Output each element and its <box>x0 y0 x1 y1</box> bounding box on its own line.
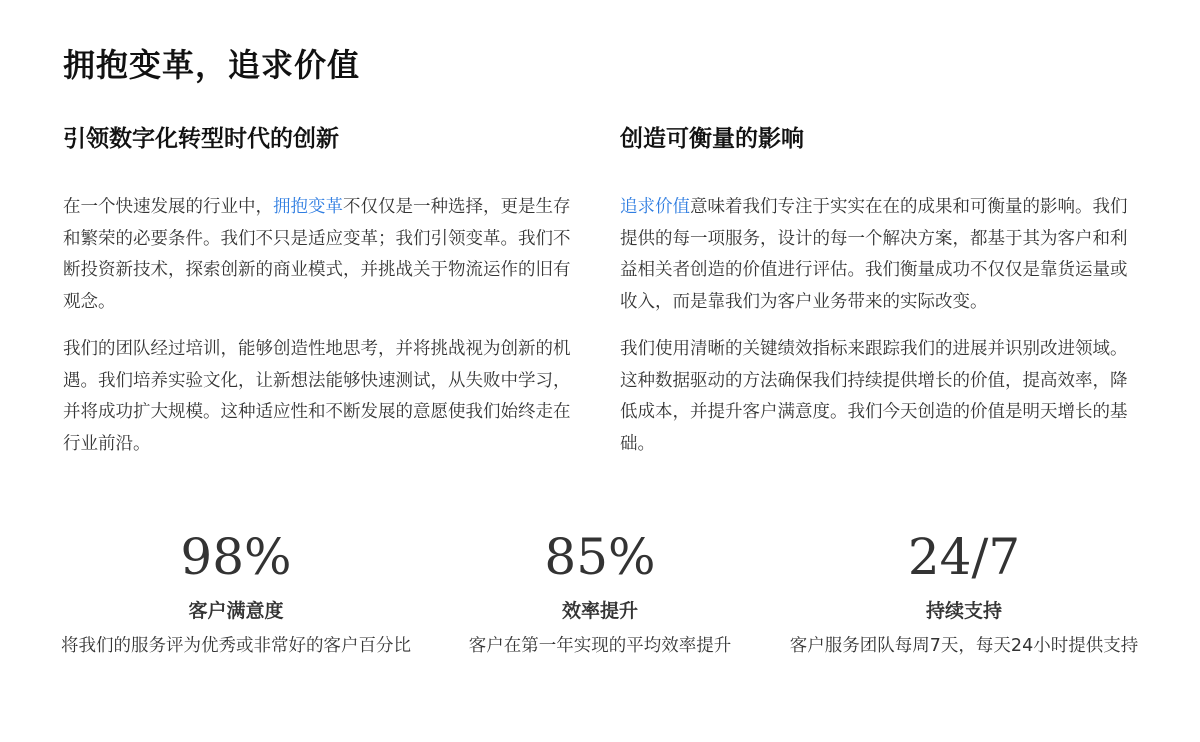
paragraph-text: 在一个快速发展的行业中， <box>63 197 273 217</box>
section-paragraph: 我们使用清晰的关键绩效指标来跟踪我们的进展并识别改进领域。这种数据驱动的方法确保我们持续提供增长的价值，提高效率，降低成本，并提升客户满意度。我们今天创造的价值是明天增长的基础。 <box>620 339 1128 454</box>
stat-description: 客户服务团队每周7天，每天24小时提供支持 <box>789 636 1139 656</box>
stat-support <box>789 522 1139 661</box>
stat-label: 效率提升 <box>561 600 638 622</box>
highlight-link[interactable]: 拥抱变革 <box>273 197 343 217</box>
stat-value: 98% <box>180 528 292 586</box>
stat-efficiency <box>425 522 775 661</box>
section-heading: 创造可衡量的影响 <box>620 126 804 152</box>
section-innovation <box>63 122 577 476</box>
stat-value: 85% <box>544 528 656 586</box>
paragraph-text: 意味着我们专注于实实在在的成果和可衡量的影响。我们提供的每一项服务，设计的每一个解决方案，都基于其为客户和利益相关者创造的价值进行评估。我们衡量成功不仅仅是靠货运量或收入，而是靠我们为客户业务带来的实际改变。 <box>620 197 1128 312</box>
paragraph-text: 不仅仅是一种选择，更是生存和繁荣的必要条件。我们不只是适应变革；我们引领变革。我们不断投资新技术，探索创新的商业模式，并挑战关于物流运作的旧有观念。 <box>63 197 571 312</box>
section-paragraph <box>620 192 1134 318</box>
stat-label: 客户满意度 <box>188 600 284 622</box>
section-impact <box>620 122 1134 476</box>
section-heading: 引领数字化转型时代的创新 <box>63 126 339 152</box>
stat-description: 客户在第一年实现的平均效率提升 <box>468 636 732 656</box>
stat-value: 24/7 <box>907 528 1021 586</box>
page-title: 拥抱变革，追求价值 <box>63 46 361 84</box>
section-paragraph: 我们的团队经过培训，能够创造性地思考，并将挑战视为创新的机遇。我们培养实验文化，让新想法能够快速测试，从失败中学习，并将成功扩大规模。这种适应性和不断发展的意愿使我们始终走在行业前沿。 <box>63 339 571 454</box>
stat-satisfaction <box>61 522 411 661</box>
highlight-link[interactable]: 追求价值 <box>620 197 690 217</box>
stat-label: 持续支持 <box>925 600 1002 622</box>
stat-description: 将我们的服务评为优秀或非常好的客户百分比 <box>61 636 411 656</box>
section-paragraph <box>63 192 577 318</box>
